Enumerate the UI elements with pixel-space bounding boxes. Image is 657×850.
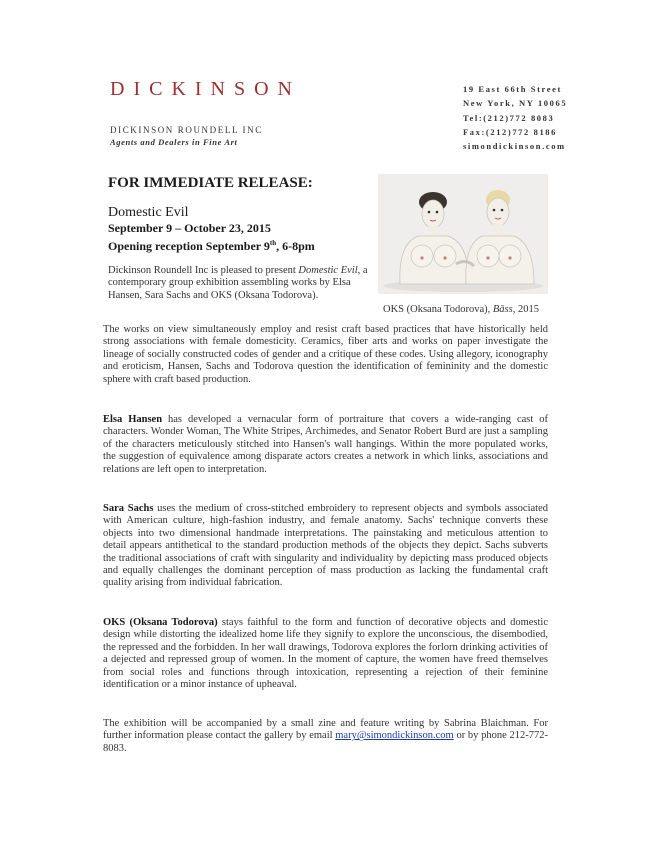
address-street: 19 East 66th Street bbox=[463, 84, 562, 94]
release-heading: FOR IMMEDIATE RELEASE: bbox=[108, 175, 313, 191]
todorova-text: stays faithful to the form and function of decorative objects and domestic design while distorting the idealized home life they signify to explore the unconscious, the disembodied, the repressed and the forbidden. In her wall drawings, Todorova explores the forlorn drinking activities of a dejected and repressed group of women. In the moment of capture, the women have freed themselves from social roles and functions through intoxication, representing a rejection of their feminine identification or a minor instance of upheaval. bbox=[103, 617, 548, 691]
gallery-logo: DICKINSON bbox=[110, 78, 301, 100]
artist-name-todorova: OKS (Oksana Todorova) bbox=[103, 617, 218, 628]
reception-ordinal: th bbox=[269, 239, 277, 247]
artist-name-sachs: Sara Sachs bbox=[103, 503, 154, 514]
sachs-text: uses the medium of cross-stitched embroidery to represent objects and symbols associated with American culture, high-fashion industry, and female anatomy. Sachs' technique converts these objects into two dimensional handmade interpretations. The painstaking and meticulous attention to detail appears antithetical to the standard production methods of the objects they depict. Sachs subverts the traditional associations of craft with singularity and individuality by depicting mass produced objects and equally challenges the dominant perception of mass production as lacking the fundamental craft quality arising from individual fabrication. bbox=[103, 503, 548, 589]
overview-paragraph: The works on view simultaneously employ and resist craft based practices that have historically held strong associations with female domesticity. Ceramics, fiber arts and works on paper investigate the lineage of socially constructed codes of gender and a critique of these codes. Using allegory, iconography and eroticism, Hansen, Sachs and Todorova question the identification of femininity and the domestic sphere with craft based production. bbox=[103, 324, 548, 385]
contact-phone-text: or by phone 212-772-8083. bbox=[103, 730, 548, 754]
intro-text-end: , a contemporary group exhibition assembling works by Elsa Hansen, Sara Sachs and OKS (Oksana Todorova). bbox=[108, 265, 368, 301]
company-tagline: Agents and Dealers in Fine Art bbox=[110, 137, 238, 147]
reception-prefix: Opening reception September 9 bbox=[108, 239, 270, 253]
company-name: DICKINSON ROUNDELL INC bbox=[110, 125, 263, 135]
exhibition-title: Domestic Evil bbox=[108, 205, 189, 220]
caption-title: Bāss bbox=[492, 304, 513, 315]
sachs-paragraph bbox=[103, 503, 548, 590]
hansen-paragraph bbox=[103, 414, 548, 476]
artwork-photo bbox=[378, 174, 548, 294]
address-fax: Fax:(212)772 8186 bbox=[463, 126, 558, 137]
todorova-paragraph bbox=[103, 617, 548, 691]
caption-artist: OKS (Oksana Todorova), bbox=[383, 304, 493, 315]
intro-paragraph bbox=[108, 265, 373, 302]
intro-exhibition-title: Domestic Evil bbox=[298, 265, 358, 276]
exhibition-dates-block bbox=[108, 221, 315, 254]
reception-time: , 6-8pm bbox=[276, 239, 315, 253]
email-link[interactable]: mary@simondickinson.com bbox=[335, 730, 454, 742]
caption-year: , 2015 bbox=[512, 304, 539, 315]
contact-text: The exhibition will be accompanied by a small zine and feature writing by Sabrina Blaichman. For further information please contact the gallery by email bbox=[103, 718, 548, 742]
intro-text-start: Dickinson Roundell Inc is pleased to present bbox=[108, 265, 299, 276]
hansen-text: has developed a vernacular form of portraiture that covers a wide-ranging cast of characters. Wonder Woman, The White Stripes, Archimedes, and Senator Robert Burd are just a sampling of the characters meticulously stitched into Hansen's wall hangings. Within the more populated works, the suggestion of equivalence among disparate actors creates a network in which links, associations and relations are left open to interpretation. bbox=[103, 414, 548, 475]
exhibition-dates: September 9 – October 23, 2015 bbox=[108, 221, 271, 235]
address-city: New York, NY 10065 bbox=[463, 98, 568, 109]
opening-reception bbox=[108, 236, 315, 254]
contact-paragraph bbox=[103, 718, 548, 755]
address-phone: Tel:(212)772 8083 bbox=[463, 112, 555, 123]
artist-name-hansen: Elsa Hansen bbox=[103, 414, 163, 425]
address-block bbox=[463, 82, 567, 153]
address-website: simondickinson.com bbox=[463, 141, 566, 152]
artwork-caption bbox=[383, 304, 539, 315]
ceramic-figures-image bbox=[378, 174, 548, 294]
